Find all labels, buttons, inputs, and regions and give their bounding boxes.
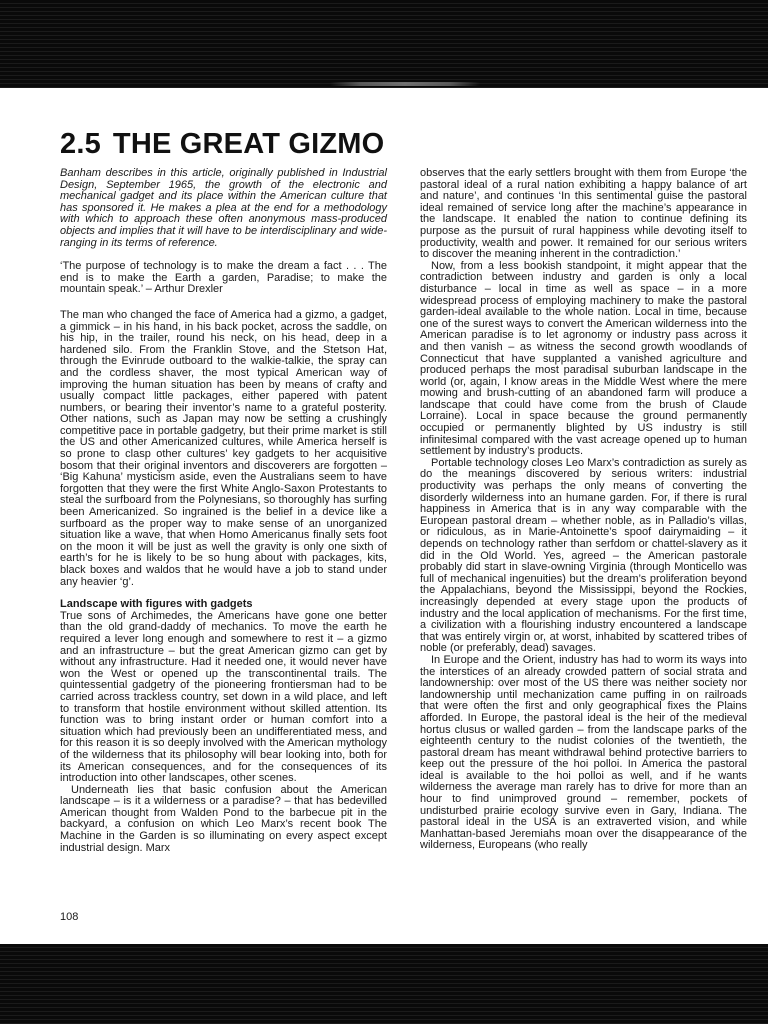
body-paragraph: observes that the early settlers brought with them from Europe ‘the pastoral ideal of a rural nation exhibiting a happy balance of art and nature’, and continues ‘In this sentimental guise the pastoral ideal remained of service long after the machine’s appearance in the landscape. It enabled the nation to continue defining its purpose as the pursuit of rural happiness while devoting itself to productivity, wealth and power. It remained for our serious writers to discover the meaning inherent in the contradiction.’ (420, 167, 747, 261)
section-title: THE GREAT GIZMO (112, 128, 385, 160)
body-paragraph: In Europe and the Orient, industry has had to worm its ways into the interstices of an already crowded pattern of social strata and landownership: over most of the US there was neither society nor landownership until mechanization came puffing in on railroads that were often the first and only geographical fixes the Plains afforded. In Europe, the pastoral ideal is the heir of the medieval hortus clusus or walled garden – from the landscape parks of the eighteenth century to the nudist colonies of the twentieth, the pastoral dream has meant withdrawal behind protective barriers to keep out the pressure of the hoi polloi. In America the pastoral ideal is available to the hoi polloi as well, and if he wants wilderness the average man rarely has to drive for more than an hour to find unimproved ground – remember, pockets of undisturbed prairie ecology survive even in Gary, Indiana. The pastoral ideal in the USA is an extraverted vision, and while Manhattan-based Jeremiahs moan over the disappearance of the wilderness, Europeans (who really (420, 653, 747, 852)
scan-border-top (0, 0, 768, 88)
right-column (420, 168, 747, 852)
scan-border-bottom (0, 944, 768, 1024)
left-column (60, 168, 387, 854)
section-number: 2.5 (60, 128, 101, 160)
page-title (60, 128, 384, 161)
body-paragraph: Underneath lies that basic confusion about the American landscape – is it a wilderness or a paradise? – that has bedevilled American thought from Walden Pond to the barbecue pit in the backyard, a confusion on which Leo Marx’s recent book The Machine in the Garden is so illuminating on every aspect except industrial design. Marx (60, 783, 387, 854)
intro-paragraph: Banham describes in this article, originally published in Industrial Design, September 1965, the growth of the electronic and mechanical gadget and its place within the American culture that has sponsored it. He makes a plea at the end for a methodology with which to approach these often anonymous mass-produced objects and implies that it will have to be interdisciplinary and wide-ranging in its terms of reference. (60, 167, 387, 249)
body-paragraph: The man who changed the face of America had a gizmo, a gadget, a gimmick – in his hand, in his back pocket, across the saddle, on his hip, in the trailer, round his neck, on his head, deep in a hardened silo. From the Franklin Stove, and the Stetson Hat, through the Evinrude outboard to the walkie-talkie, the spray can and the cordless shaver, the most typical American way of improving the human situation has been by means of crafty and usually compact little packages, either papered with patent numbers, or bearing their inventor’s name to a grateful posterity. Other nations, such as Japan may now be setting a crushingly competitive pace in portable gadgetry, but their prime market is still the US and other Americanized cultures, while America herself is so prone to clasp other cultures’ key gadgets to her acquisitive bosom that their original inventors and discoverers are forgotten – ‘Big Kahuna’ mysticism aside, even the Australians seem to have forgotten that they were the first White Anglo-Saxon Protestants to steal the surfboard from the Polynesians, so thoroughly has surfing been Americanized. So ingrained is the belief in a device like a surfboard as the proper way to make sense of an unorganized situation like a wave, that when Homo Americanus finally sets foot on the moon it will be just as well the gravity is only one sixth of earth’s for he is likely to be so hung about with packages, kits, black boxes and waldos that he would have a job to stand under any heavier ‘g’. (60, 308, 387, 588)
epigraph: ‘The purpose of technology is to make the dream a fact . . . The end is to make the Earth a garden, Paradise; to make the mountain speak.’ – Arthur Drexler (60, 260, 387, 296)
body-paragraph: Now, from a less bookish standpoint, it might appear that the contradiction between industry and garden is only a local disturbance – local in time as well as space – in a more widespread process of employing machinery to make the pastoral garden-ideal available to the whole nation. Local in time, because one of the surest ways to convert the American wilderness into the American paradise is to let agronomy or industry pass across it and then vanish – as witness the second growth woodlands of Connecticut that have supplanted a vanished agriculture and produced perhaps the most paradisal suburban landscape in the world (or, again, I know areas in the Middle West where the mere mowing and brush-cutting of an abandoned farm will produce a landscape that could have come from the brush of Claude Lorraine). Local in space because the ground permanently occupied or permanently blighted by US industry is still infinitesimal compared with the vast acreage opened up to human settlement by industry’s products. (420, 259, 747, 458)
section-subheading: Landscape with figures with gadgets (60, 598, 253, 611)
body-paragraph: Portable technology closes Leo Marx’s contradiction as surely as do the meanings discovered by serious writers: industrial productivity was perhaps the only means of converting the disorderly wilderness into an humane garden. For, if there is rural happiness in America that is in any way comparable with the European pastoral dream – whether noble, as in Palladio’s villas, or ridiculous, as in Marie-Antoinette’s spoof dairymaiding – it depends on technology rather than serfdom or chattel-slavery as it did in the Old World. Yes, agreed – the American pastorale probably did start in slave-owning Virginia (through Monticello was full of mechanical ingenuities) but the dream’s proliferation beyond the Appalachians, beyond the Mississippi, beyond the Rockies, increasingly depended at every stage upon the products of industry and the local application of mechanisms. For the first time, a civilization with a flourishing industry encountered a landscape that was entirely virgin or, at worst, inhabited by scattered tribes of noble (or preferably, dead) savages. (420, 456, 747, 655)
body-paragraph: True sons of Archimedes, the Americans have gone one better than the old grand-daddy of mechanics. To move the earth he required a lever long enough and somewhere to rest it – a gizmo and an infrastructure – but the great American gizmo can get by without any infrastructure. Had it needed one, it would never have won the West or opened up the transcontinental trails. The quintessential gadgetry of the pioneering frontiersman had to be carried across trackless country, set down in a wild place, and left to transform that hostile environment without skilled attention. Its function was to bring instant order or human comfort into a situation which had previously been an undifferentiated mess, and for this reason it is so deeply involved with the American mythology of the wilderness that its philosophy will bear looking into, both for its American consequences, and for the consequences of its introduction into other landscapes, other scenes. (60, 609, 387, 785)
page-number: 108 (60, 911, 79, 923)
